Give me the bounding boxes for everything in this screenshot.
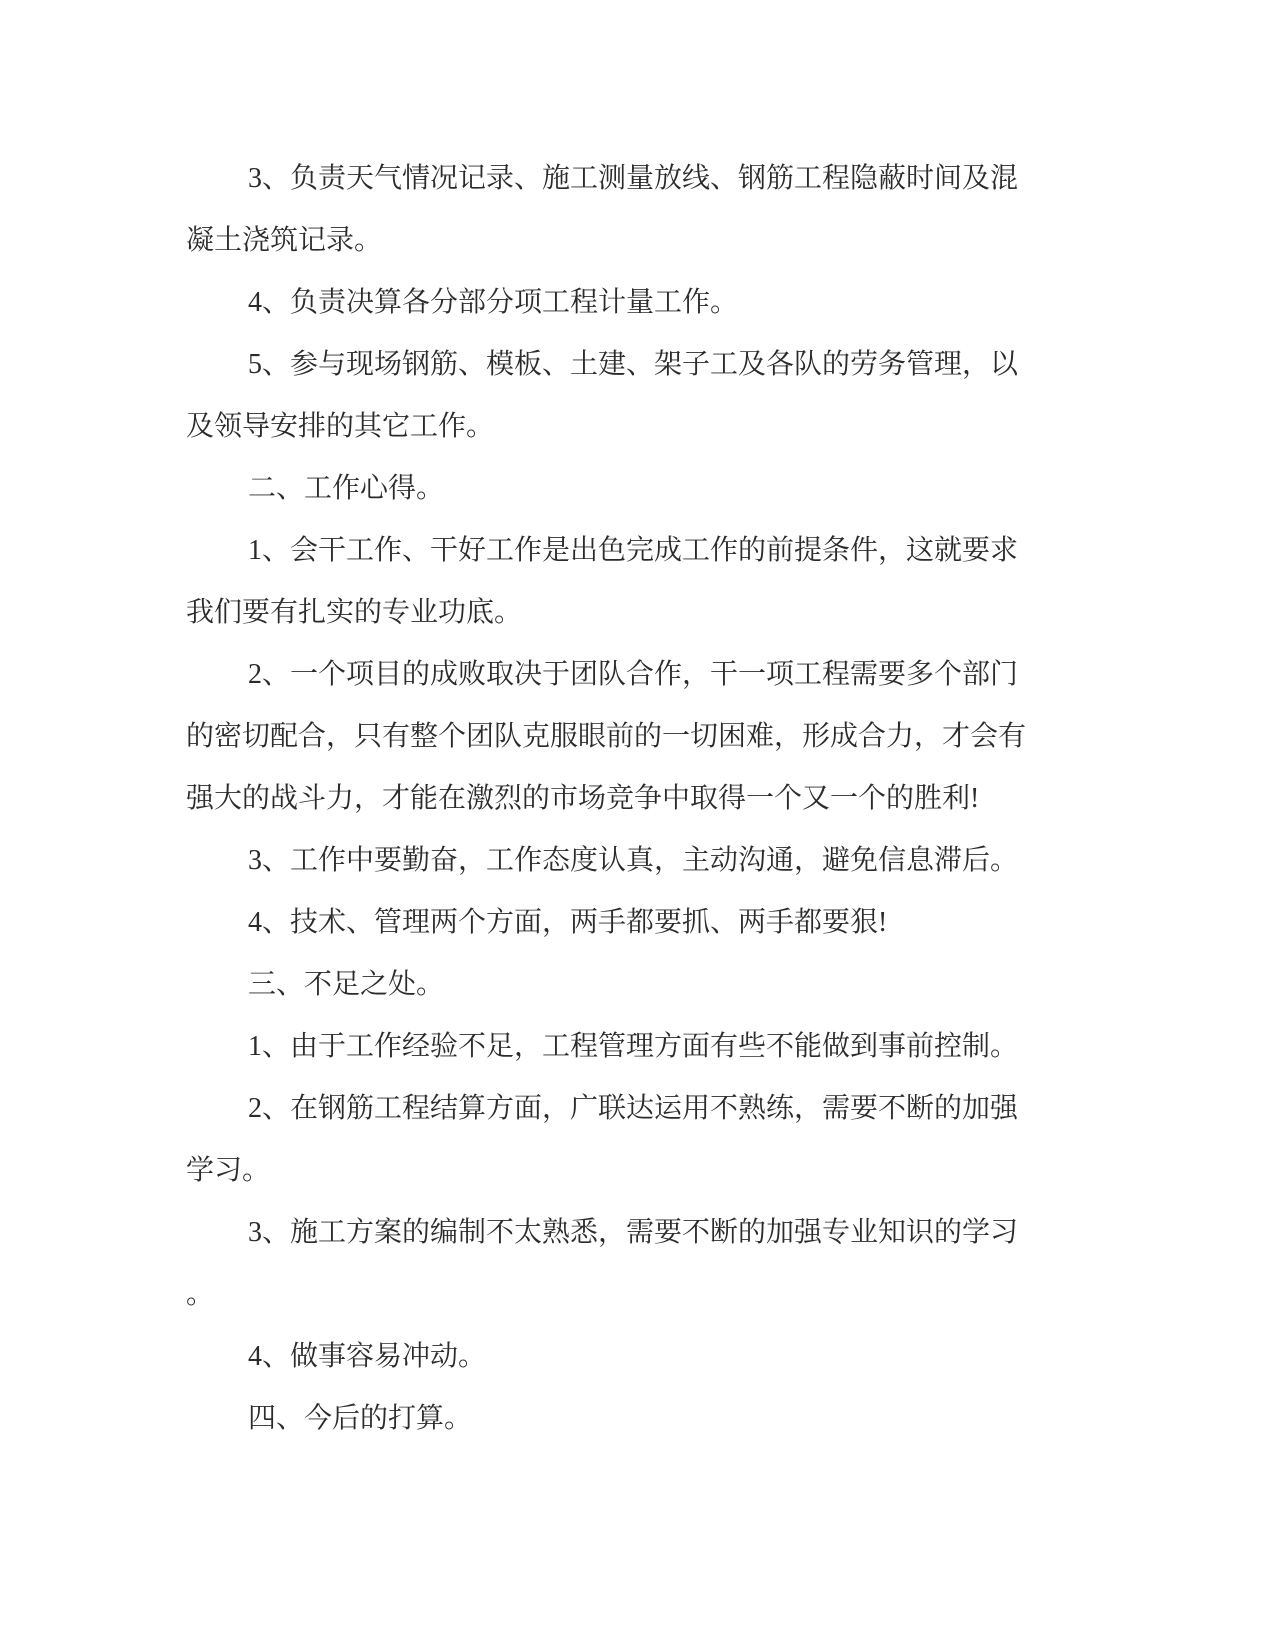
- text-line: 3、施工方案的编制不太熟悉，需要不断的加强专业知识的学习: [248, 1217, 1019, 1248]
- text-line: 凝土浇筑记录。: [186, 225, 383, 256]
- text-line: 。: [186, 1279, 215, 1310]
- text-line: 4、做事容易冲动。: [248, 1341, 487, 1372]
- text-line: 1、由于工作经验不足，工程管理方面有些不能做到事前控制。: [248, 1031, 1019, 1062]
- text-line: 及领导安排的其它工作。: [186, 411, 495, 442]
- text-line: 4、技术、管理两个方面，两手都要抓、两手都要狠!: [248, 907, 888, 938]
- text-line: 2、在钢筋工程结算方面，广联达运用不熟练，需要不断的加强: [248, 1093, 1019, 1124]
- text-line: 的密切配合，只有整个团队克服眼前的一切困难，形成合力，才会有: [186, 721, 1027, 752]
- text-line: 2、一个项目的成败取决于团队合作，干一项工程需要多个部门: [248, 659, 1019, 690]
- text-line: 三、不足之处。: [248, 969, 445, 1000]
- document-body: [186, 148, 1027, 1450]
- text-line: 我们要有扎实的专业功底。: [186, 597, 523, 628]
- text-line: 四、今后的打算。: [248, 1403, 473, 1434]
- text-line: 二、工作心得。: [248, 473, 445, 504]
- text-line: 学习。: [186, 1155, 271, 1186]
- text-line: 5、参与现场钢筋、模板、土建、架子工及各队的劳务管理，以: [248, 349, 1019, 380]
- text-line: 3、负责天气情况记录、施工测量放线、钢筋工程隐蔽时间及混: [248, 163, 1019, 194]
- text-line: 1、会干工作、干好工作是出色完成工作的前提条件，这就要求: [248, 535, 1019, 566]
- text-line: 强大的战斗力，才能在激烈的市场竞争中取得一个又一个的胜利!: [186, 783, 980, 814]
- text-line: 4、负责决算各分部分项工程计量工作。: [248, 287, 739, 318]
- text-line: 3、工作中要勤奋，工作态度认真，主动沟通，避免信息滞后。: [248, 845, 1019, 876]
